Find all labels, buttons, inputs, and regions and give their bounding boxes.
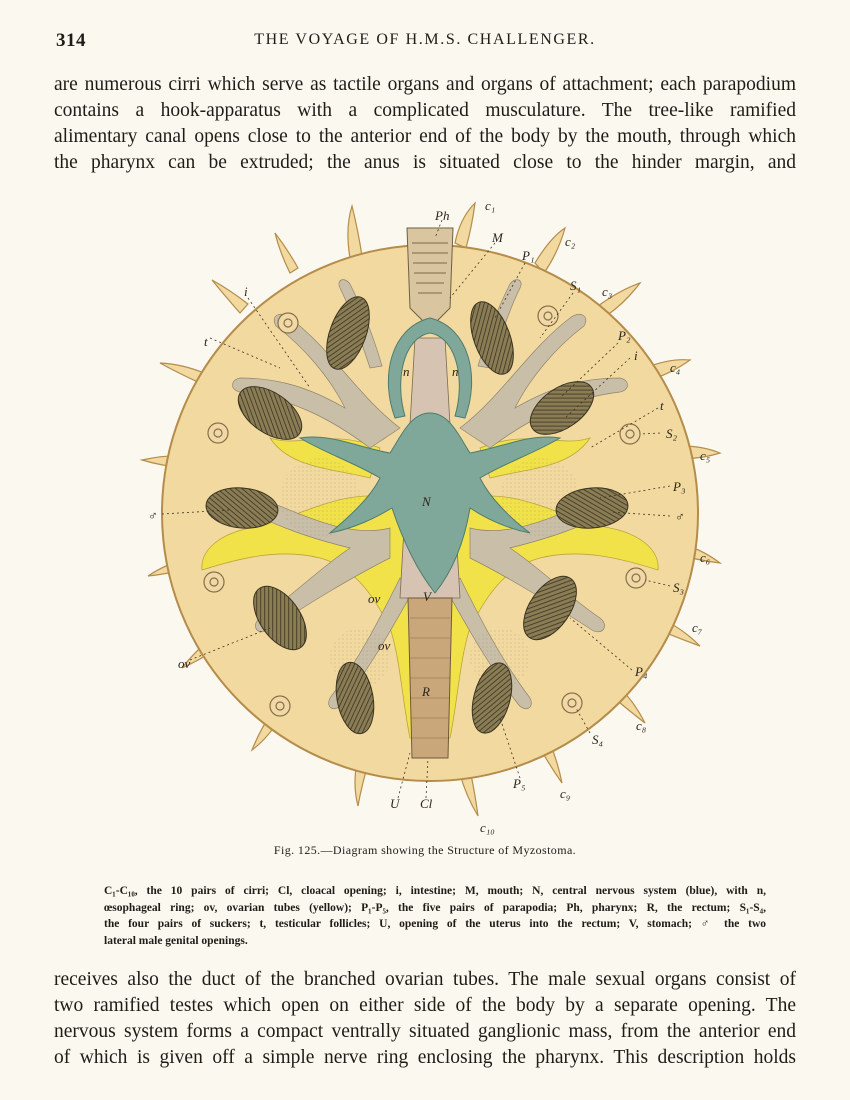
label-c2: c₂ — [565, 234, 576, 249]
label-S3: S₃ — [673, 580, 685, 595]
cirrus — [535, 228, 565, 273]
label-M: M — [492, 230, 503, 245]
paragraph-line: the pharynx can be extruded; the anus is situated close to the hinder margin, and — [54, 152, 796, 173]
label-P5: P₅ — [513, 776, 526, 791]
cirrus — [348, 206, 362, 258]
figure-legend — [104, 883, 766, 949]
sucker — [562, 693, 582, 713]
label-U: U — [390, 796, 400, 811]
label-t-left: t — [204, 334, 208, 349]
label-c8: c₈ — [636, 718, 647, 733]
paragraph-line: receives also the duct of the branched ovarian tubes. The male sexual organs consist of — [54, 969, 796, 990]
label-ov-left: ov — [178, 656, 191, 671]
label-c4: c₄ — [670, 360, 681, 375]
legend-line: the four pairs of suckers; t, testicular follicles; U, opening of the uterus into the rectum; V, stomach; ♂ the two — [104, 918, 766, 930]
label-i-right: i — [634, 348, 638, 363]
label-male-left: ♂ — [148, 508, 158, 523]
label-t-right: t — [660, 398, 664, 413]
paragraph-line: of which is given off a simple nerve ring enclosing the pharynx. This description holds — [54, 1047, 796, 1068]
paragraph-line: two ramified testes which open on either side of the body by a separate opening. The — [54, 995, 796, 1016]
sucker — [626, 568, 646, 588]
label-S1: S₁ — [570, 278, 582, 293]
label-c1: c₁ — [485, 198, 496, 213]
legend-line: C₁-C₁₀, the 10 pairs of cirri; Cl, cloacal opening; i, intestine; M, mouth; N, central nervous system (blue), with n, — [104, 885, 766, 897]
cirrus — [212, 280, 248, 313]
label-P4: P₄ — [635, 664, 648, 679]
label-n-right: n — [452, 364, 459, 379]
label-V: V — [423, 589, 431, 604]
running-head: THE VOYAGE OF H.M.S. CHALLENGER. — [254, 31, 596, 48]
label-c5: c₅ — [700, 448, 711, 463]
paragraph-line: contains a hook-apparatus with a complicated musculature. The tree-like ramified — [54, 100, 796, 121]
sucker — [620, 424, 640, 444]
sucker — [278, 313, 298, 333]
cirrus — [455, 203, 475, 248]
label-Cl: Cl — [420, 796, 433, 811]
label-ov-inner1: ov — [368, 591, 381, 606]
label-c10: c₁₀ — [480, 820, 495, 835]
label-male-right: ♂ — [675, 509, 685, 524]
sucker — [270, 696, 290, 716]
label-P1: P₁ — [522, 248, 535, 263]
cirrus — [275, 233, 298, 273]
label-i-left: i — [244, 284, 248, 299]
legend-line: lateral male genital openings. — [104, 934, 248, 947]
figure-caption: Fig. 125.—Diagram showing the Structure of Myzostoma. — [273, 843, 577, 857]
page-number: 314 — [56, 30, 86, 51]
legend-line: œsophageal ring; ov, ovarian tubes (yellow); P₁-P₅, the five pairs of parapodia; Ph, pharynx; R, the rectum; S₁-S₄, — [104, 901, 766, 914]
sucker — [208, 423, 228, 443]
label-P2: P₂ — [618, 328, 631, 343]
label-c3: c₃ — [602, 284, 613, 299]
paragraph-line: alimentary canal opens close to the anterior end of the body by the mouth, through which — [54, 126, 796, 147]
diagram-svg — [130, 198, 730, 838]
sucker — [204, 572, 224, 592]
paragraph-bottom — [54, 967, 796, 1071]
label-ov-inner2: ov — [378, 638, 391, 653]
label-S4: S₄ — [592, 732, 604, 747]
label-P3: P₃ — [673, 479, 686, 494]
sucker — [538, 306, 558, 326]
label-c9: c₉ — [560, 786, 571, 801]
label-R: R — [422, 684, 430, 699]
label-n-left: n — [403, 364, 410, 379]
label-c7: c₇ — [692, 620, 703, 635]
label-S2: S₂ — [666, 426, 678, 441]
myzostoma-diagram — [130, 198, 730, 838]
label-c6: c₆ — [700, 550, 711, 565]
label-N: N — [422, 494, 431, 509]
paragraph-line: nervous system forms a compact ventrally situated ganglionic mass, from the anterior end — [54, 1021, 796, 1042]
label-Ph: Ph — [435, 208, 450, 223]
paragraph-line: are numerous cirri which serve as tactile organs and organs of attachment; each parapodium — [54, 74, 796, 95]
paragraph-top — [54, 72, 796, 176]
